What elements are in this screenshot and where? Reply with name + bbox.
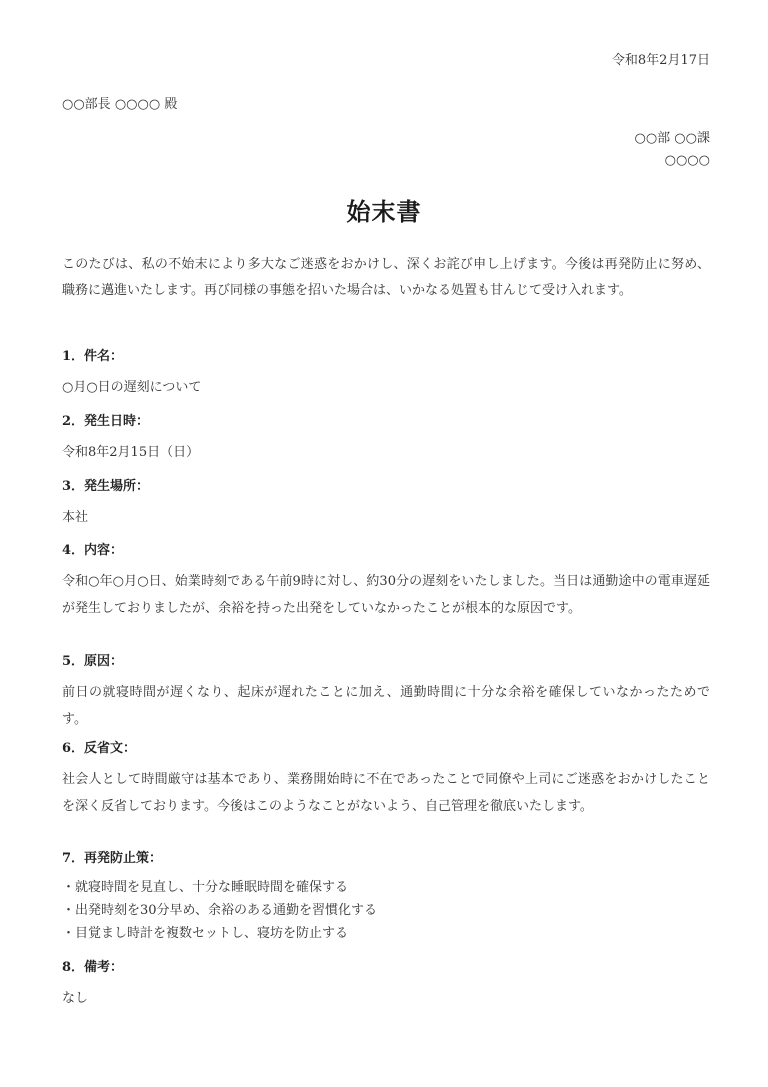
section-remarks <box>62 957 710 1012</box>
document-title: 始末書 <box>346 197 422 226</box>
section-body: 令和8年2月15日（日） <box>62 445 200 460</box>
section-datetime <box>62 411 710 466</box>
section-body: 本社 <box>62 510 89 525</box>
document-date: 令和8年2月17日 <box>611 53 710 68</box>
section-prevention <box>62 848 710 945</box>
section-cause <box>62 651 710 733</box>
section-heading: 5．原因： <box>62 654 124 669</box>
intro-paragraph: このたびは、私の不始末により多大なご迷惑をおかけし、深くお詫び申し上げます。今後は再発防止に努め、職務に邁進いたします。再び同様の事態を招いた場合は、いかなる処置も甘んじて受け入れます。 <box>62 257 710 298</box>
section-reflection <box>62 738 710 820</box>
list-item: ・ 目覚まし時計を複数セットし、寝坊を防止する <box>62 922 710 945</box>
section-subject <box>62 346 710 401</box>
list-item: ・ 就寝時間を見直し、十分な睡眠時間を確保する <box>62 876 710 899</box>
section-heading: 4．内容： <box>62 543 124 558</box>
prevention-list <box>62 876 710 945</box>
sender-name: ○○○○ <box>664 153 710 168</box>
section-body: 令和○年○月○日、始業時刻である午前9時に対し、約30分の遅刻をいたしました。当日は通勤途中の電車遅延が発生しておりましたが、余裕を持った出発をしていなかったことが根本的な原因です。 <box>62 574 710 616</box>
section-body: 前日の就寝時間が遅くなり、起床が遅れたことに加え、通勤時間に十分な余裕を確保していなかったためです。 <box>62 685 710 727</box>
section-heading: 2．発生日時： <box>62 414 150 429</box>
section-heading: 8．備考： <box>62 960 124 975</box>
section-content <box>62 540 710 622</box>
section-body: ○月○日の遅刻について <box>62 380 202 395</box>
section-heading: 6．反省文： <box>62 741 137 756</box>
addressee: ○○部長 ○○○○ 殿 <box>62 97 178 112</box>
section-body: なし <box>62 991 89 1006</box>
sender-block <box>634 128 710 172</box>
sender-department: ○○部 ○○課 <box>634 131 710 146</box>
section-location <box>62 476 710 531</box>
list-item: ・ 出発時刻を30分早め、余裕のある通勤を習慣化する <box>62 899 710 922</box>
section-body: 社会人として時間厳守は基本であり、業務開始時に不在であったことで同僚や上司にご迷惑をおかけしたことを深く反省しております。今後はこのようなことがないよう、自己管理を徹底いたします。 <box>62 772 710 814</box>
section-heading: 3．発生場所： <box>62 479 150 494</box>
section-heading: 7．再発防止策： <box>62 851 163 866</box>
section-heading: 1．件名： <box>62 349 124 364</box>
